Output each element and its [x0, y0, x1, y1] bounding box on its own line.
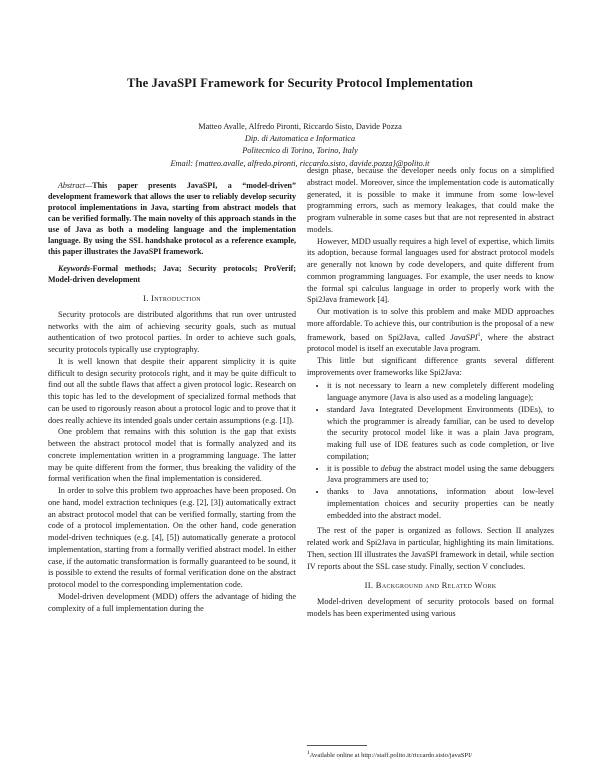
intro-paragraph-5: Model-driven development (MDD) offers the advantage of hiding the complexity of a full implementation during the [48, 591, 296, 613]
abstract-label: Abstract— [58, 181, 93, 190]
improvements-list [307, 380, 554, 521]
right-column [307, 165, 554, 620]
footnote-rule [307, 745, 367, 746]
footnote-ref: 1 [477, 331, 481, 338]
intro-paragraph-6: design phase, because the developer needs only focus on a simplified abstract model. Moreover, since the implementation code is automatically generated, it is possible to make it immune from some low-level programming errors, such as memory leakages, that could make the program vulnerable in some cases but that are not represented in abstract models. [307, 166, 554, 234]
left-column [48, 180, 296, 614]
intro-paragraph-3: One problem that remains with this solution is the gap that exists between the abstract protocol model that is formally analyzed and its concrete implementation written in a programming language. The latter may be quite different from the former, thus breaking the validity of the formal verification when the final implementation is considered. [48, 427, 296, 484]
author-institution: Politecnico di Torino, Torino, Italy [242, 146, 358, 156]
intro-paragraph-7: However, MDD usually requires a high level of expertise, which limits its adoption, because formal languages used for abstract protocol models are generally not known by code developers, and quite different from common programming languages. For example, the user needs to know the formal spi calculus language in order to properly work with the Spi2Java framework [4]. [307, 236, 554, 305]
section-heading-background: II. Background and Related Work [364, 580, 497, 591]
footnote-mark: 1 [307, 750, 310, 756]
intro-paragraph-8: Our motivation is to solve this problem and make MDD approaches more affordable. To achieve this, our contribution is the proposal of a new framework, based on Spi2Java, called JavaSPI$^1$, where the abstract protocol model is itself an executable Java program. [307, 307, 555, 354]
footnote-text: Available online at http://staff.polito.it/riccardo.sisto/javaSPI/ [309, 752, 473, 760]
paper-title: The JavaSPI Framework for Security Protocol Implementation [126, 76, 473, 90]
intro-paragraph-1: Security protocols are distributed algorithms that run over untrusted networks with the aim of achieving security goals, such as mutual authentication of two protocol parties. In order to achieve such goals, security protocols typically use cryptography. [48, 309, 296, 354]
list-item: • it is possible to debug the abstract model using the same debuggers Java programmers are used to; [327, 463, 554, 487]
keywords-text: -Formal methods; Java; Security protocols; ProVerif; Model-driven development [48, 264, 296, 284]
footnote [307, 749, 472, 760]
list-item: • standard Java Integrated Development Environments (IDEs), to which the programmer is already familiar, can be used to develop the security protocol model like it was a plain Java program, making full use of IDE features such as code completion, or live compilation; [327, 404, 554, 463]
author-block [0, 121, 600, 170]
author-email: Email: {matteo.avalle, alfredo.pironti, riccardo.sisto, davide.pozza}@polito.it [170, 158, 430, 168]
author-dept: Dip. di Automatica e Informatica [244, 134, 356, 144]
keywords-label: Keywords [58, 264, 90, 273]
background-paragraph-1: Model-driven development of security protocols based on formal models has been experimented using various [307, 597, 554, 618]
keywords [48, 263, 296, 285]
intro-paragraph-2: It is well known that despite their apparent simplicity it is quite difficult to design security protocols right, and it may be quite difficult to find out all the subtle flaws that affect a given protocol logic. Research on this topic has led to the development of specialized formal methods that can be used to rigorously reason about a protocol logic and to prove that it does really achieve its intended goals under certain assumptions (e.g. [1]). [48, 356, 296, 425]
intro-paragraph-10: The rest of the paper is organized as follows. Section II analyzes related work and Spi2Java in particular, highlighting its main limitations. Then, section III illustrates the JavaSPI framework in detail, while section IV reports about the SSL case study. Finally, section V concludes. [307, 526, 554, 571]
abstract [48, 180, 296, 257]
list-item: • it is not necessary to learn a new completely different modeling language anymore (Java is also used as a modeling language); [327, 380, 554, 404]
abstract-text: This paper presents JavaSPI, a “model-driven” development framework that allows the user to reliably develop security protocol implementations in Java, starting from abstract models that can be verified formally. The main novelty of this approach stands in the use of Java as both a modeling language and the implementation language. By using the SSL handshake protocol as a reference example, this paper illustrates the JavaSPI framework. [48, 181, 296, 256]
list-item: • thanks to Java annotations, information about low-level implementation choices and security properties can be neatly embedded into the abstract model. [327, 486, 554, 521]
intro-paragraph-4: In order to solve this problem two approaches have been proposed. On one hand, model extraction techniques (e.g. [2], [3]) automatically extract an abstract protocol model that can be verified formally, starting from the code of a protocol implementation. On the other hand, code generation model-driven techniques (e.g. [4], [5]) automatically generate a protocol implementation, starting from a formally verified abstract model. In either case, if the automatic transformation is formally guaranteed to be sound, it is possible to extend the results of formal verification done on the abstract protocol model to the corresponding implementation code. [48, 486, 296, 589]
framework-name: JavaSPI [450, 332, 478, 342]
author-names: Matteo Avalle, Alfredo Pironti, Riccardo Sisto, Davide Pozza [198, 122, 402, 131]
section-heading-introduction: I. Introduction [143, 293, 201, 303]
intro-paragraph-9: This little but significant difference grants several different improvements over frameworks like Spi2Java: [307, 355, 554, 377]
